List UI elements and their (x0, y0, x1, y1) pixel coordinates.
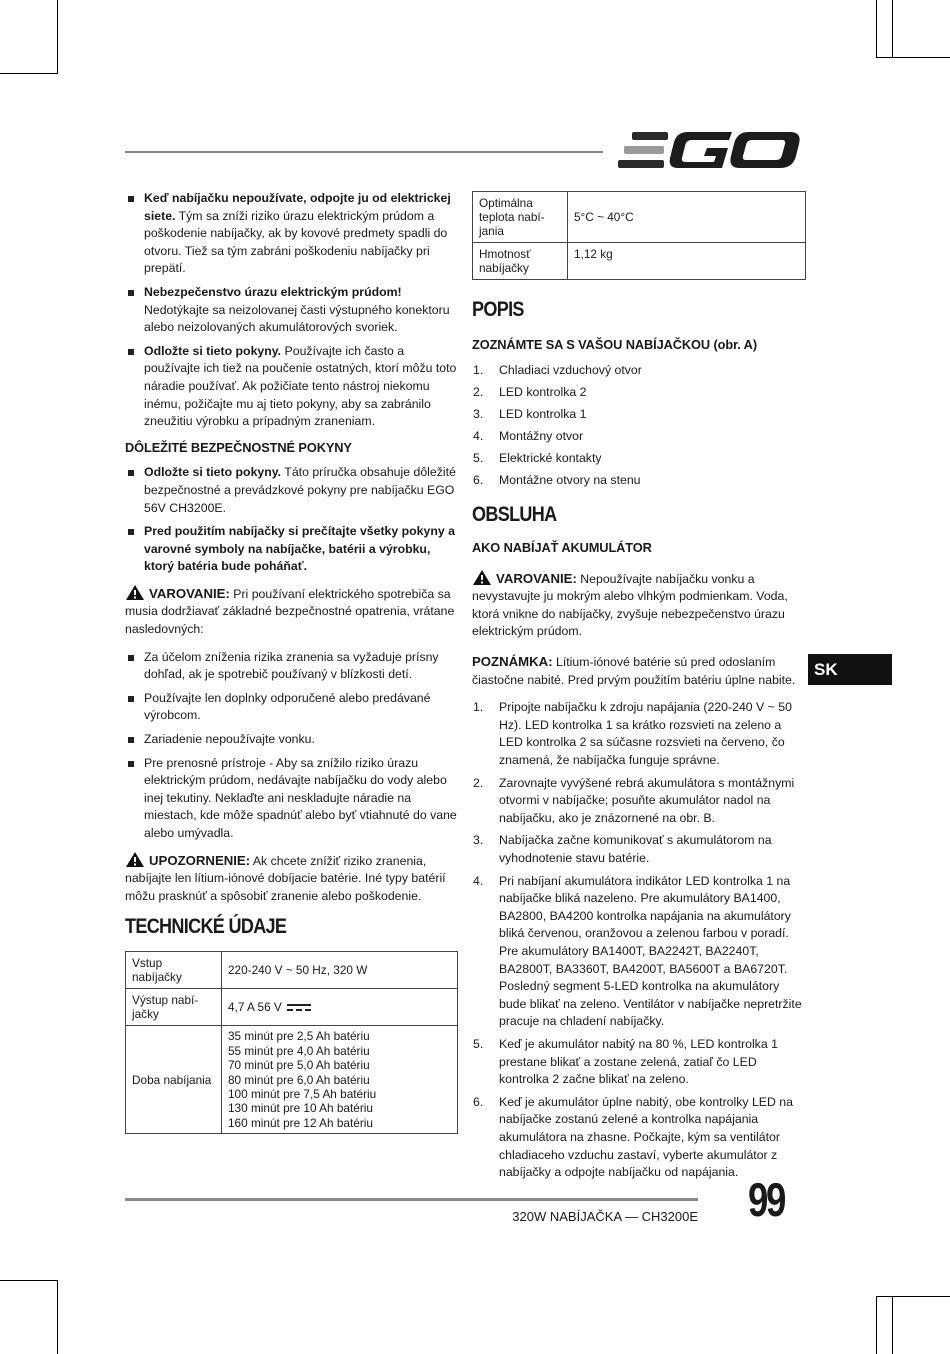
list-item: Zariadenie nepoužívajte vonku. (125, 731, 458, 749)
table-cell: 220-240 V ~ 50 Hz, 320 W (222, 952, 458, 989)
table-cell (222, 1026, 458, 1134)
crop-mark (892, 1296, 893, 1354)
charge-time-line: 35 minút pre 2,5 Ah batériu (228, 1029, 370, 1044)
know-your-charger-heading: ZOZNÁMTE SA S VAŠOU NABÍJAČKOU (obr. A) (472, 337, 757, 352)
table-row (126, 1026, 458, 1134)
how-to-charge-heading: AKO NABÍJAŤ AKUMULÁTOR (472, 540, 652, 556)
list-item: Nebezpečenstvo úrazu elektrickým prúdom! Nedotýkajte sa neizolovanej časti výstupného konektoru alebo neizolovaných akumulátorových svoriek. (125, 284, 458, 337)
list-item: 4. Pri nabíjaní akumulátora indikátor LED kontrolka 1 na nabíjačke bliká nazeleno. Pre akumulátory BA1400, BA2800, BA4200 kontrolka napájania na akumulátory bliká červenou, oranžovou a zelenou farbou v poradí. Pre akumulátory BA1400T, BA2242T, BA2240T, BA2800T, BA3360T, BA4200T, BA5600T a BA6720T. Posledný segment 5-LED kontrolka na akumulátory bude blikať na zeleno. Ventilátor v nabíjačke nepretržite pracuje na chladení nabíjačky. (473, 873, 802, 1029)
header-rule (125, 151, 603, 153)
list-item: Pre prenosné prístroje - Aby sa znížilo riziko úrazu elektrickým prúdom, nedávajte nabíjačku do vody alebo inej tekutiny. Neklaďte ani neskladujte náradie na miestach, kde môže spadnúť alebo byť vtiahnuté do vane alebo umývadla. (125, 755, 458, 843)
charge-time-line: 100 minút pre 7,5 Ah batériu (228, 1087, 377, 1101)
list-item: 1. Chladiaci vzduchový otvor (473, 362, 642, 377)
important-list (125, 464, 458, 576)
crop-mark (876, 57, 950, 58)
language-tab: SK (808, 654, 892, 685)
crop-mark (0, 73, 58, 74)
list-item: 5. Keď je akumulátor nabitý na 80 %, LED kontrolka 1 prestane blikať a zostane zelená, zatiaľ čo LED kontrolka 2 začne blikať na zeleno. (473, 1036, 778, 1087)
footer-rule (125, 1198, 698, 1201)
list-item: 3. LED kontrolka 1 (473, 406, 587, 421)
list-item: Odložte si tieto pokyny. Táto príručka obsahuje dôležité bezpečnostné a prevádzkové pokyny pre nabíjačku EGO 56V CH3200E. (125, 464, 458, 517)
tech-data-heading: TECHNICKÉ ÚDAJE (125, 915, 287, 939)
charging-steps (472, 699, 806, 1181)
list-item: Odložte si tieto pokyny. Používajte ich často a používajte ich tiež na poučenie ostatných, ktorí môžu toto náradie používať. Ak požičiate tento nástroj niekomu inému, požičajte mu aj tieto pokyny, aby sa zabránilo zneužitiu výrobku a prípadným zraneniam. (125, 343, 458, 431)
crop-mark (57, 1280, 58, 1354)
table-cell: Optimálna teplota nabí-jania (473, 192, 568, 243)
caution-paragraph: UPOZORNENIE: Ak chcete znížiť riziko zranenia, nabíjajte len lítium-iónové dobíjacie batérie. Iné typy batérií môžu prasknúť a spôsobiť zranenie alebo poškodenie. (125, 852, 446, 903)
list-item: Používajte len doplnky odporučené alebo predávané výrobcom. (125, 690, 458, 725)
table-cell: Výstup nabí-jačky (126, 989, 222, 1026)
list-item: 2. Zarovnajte vyvýšené rebrá akumulátora s montážnymi otvormi v nabíjačke; posuňte akumulátor nadol na nabíjačku, ako je znázornené na obr. B. (473, 775, 795, 825)
charge-time-line: 55 minút pre 4,0 Ah batériu (228, 1043, 370, 1058)
crop-mark (0, 1280, 58, 1281)
footer-title: 320W NABÍJAČKA — CH3200E (512, 1209, 698, 1224)
table-row (473, 192, 806, 243)
list-item: 1. Pripojte nabíjačku k zdroju napájania (220-240 V ~ 50 Hz). LED kontrolka 1 sa krátko rozsvieti na zeleno a LED kontrolka 2 sa súčasne rozsvieti na červeno, čo znamená, že nabíjačka funguje správne. (473, 700, 792, 768)
warning-paragraph: VAROVANIE: Nepoužívajte nabíjačku vonku a nevystavujte ju mokrým alebo vlhkým podmienkam. Voda, ktorá vnikne do nabíjačky, zvyšuje nebezpečenstvo úrazu elektrickým prúdom. (472, 570, 788, 639)
list-item: 3. Nabíjačka začne komunikovať s akumulátorom na vyhodnotenie stavu batérie. (473, 833, 772, 866)
table-cell: Vstup nabíjačky (126, 952, 222, 989)
list-item: 2. LED kontrolka 2 (473, 384, 587, 399)
list-item: Keď nabíjačku nepoužívate, odpojte ju od elektrickej siete. Tým sa zníži riziko úrazu elektrickým prúdom a poškodenie nabíjačky, ak by kovové predmety spadli do otvoru. Tiež sa tým zabráni poškodeniu nabíjačky pri prepätí. (125, 190, 458, 278)
table-cell: 4,7 A 56 V (222, 989, 458, 1026)
crop-mark (876, 0, 877, 58)
warning-list (125, 649, 458, 843)
crop-mark (876, 1296, 877, 1354)
table-cell: Hmotnosť nabíjačky (473, 243, 568, 280)
warning-paragraph: VAROVANIE: Pri používaní elektrického spotrebiča sa musia dodržiavať základné bezpečnostné opatrenia, vrátane nasledovných: (125, 585, 455, 637)
crop-mark (57, 0, 58, 74)
left-column (125, 190, 458, 1134)
table-cell: 5°C ~ 40°C (568, 192, 806, 243)
crop-mark (876, 1296, 950, 1297)
table-row (126, 989, 458, 1026)
list-item: 6. Keď je akumulátor úplne nabitý, obe kontrolky LED na nabíjačke zostanú zelené a kontrolka napájania akumulátora na zhasne. Počkajte, kým sa ventilátor chladiaceho vzduchu zastaví, vyberte akumulátor z nabíjačky a odpojte nabíjačku od napájania. (473, 1094, 793, 1180)
note-paragraph: POZNÁMKA: Lítium-iónové batérie sú pred odoslaním čiastočne nabité. Pred prvým použitím batériu úplne nabite. (472, 654, 796, 687)
charge-time-line: 80 minút pre 6,0 Ah batériu (228, 1072, 370, 1087)
list-item: 4. Montážny otvor (473, 428, 584, 443)
charge-time-line: 130 minút pre 10 Ah batériu (228, 1101, 373, 1116)
table-cell: 1,12 kg (568, 243, 806, 280)
safety-list (125, 190, 458, 431)
tech-data-table (125, 951, 458, 1134)
page-number: 99 (748, 1173, 785, 1226)
popis-heading: POPIS (472, 298, 524, 321)
list-item: Za účelom zníženia rizika zranenia sa vyžaduje prísny dohľad, ak je spotrebič používaný v blízkosti detí. (125, 649, 458, 684)
charge-time-line: 70 minút pre 5,0 Ah batériu (228, 1058, 370, 1073)
charge-time-line: 160 minút pre 12 Ah batériu (228, 1115, 373, 1130)
important-heading: DÔLEŽITÉ BEZPEČNOSTNÉ POKYNY (125, 439, 352, 455)
list-item: 5. Elektrické kontakty (473, 450, 602, 465)
tech-data-table-continued (472, 191, 806, 280)
table-cell: Doba nabíjania (126, 1026, 222, 1134)
list-item: 6. Montážne otvory na stenu (473, 472, 641, 487)
crop-mark (892, 0, 893, 58)
parts-list (472, 362, 806, 490)
dc-symbol-icon (287, 1003, 311, 1012)
table-row (126, 952, 458, 989)
right-column (472, 191, 806, 1187)
ego-logo (618, 128, 802, 172)
table-row (473, 243, 806, 280)
warning-icon (125, 851, 145, 868)
obsluha-heading: OBSLUHA (472, 503, 557, 527)
warning-icon (472, 569, 492, 586)
list-item: Pred použitím nabíjačky si prečítajte všetky pokyny a varovné symboly na nabíjačke, batérii a výrobku, ktorý batéria bude poháňať. (125, 523, 458, 576)
warning-icon (125, 584, 145, 601)
